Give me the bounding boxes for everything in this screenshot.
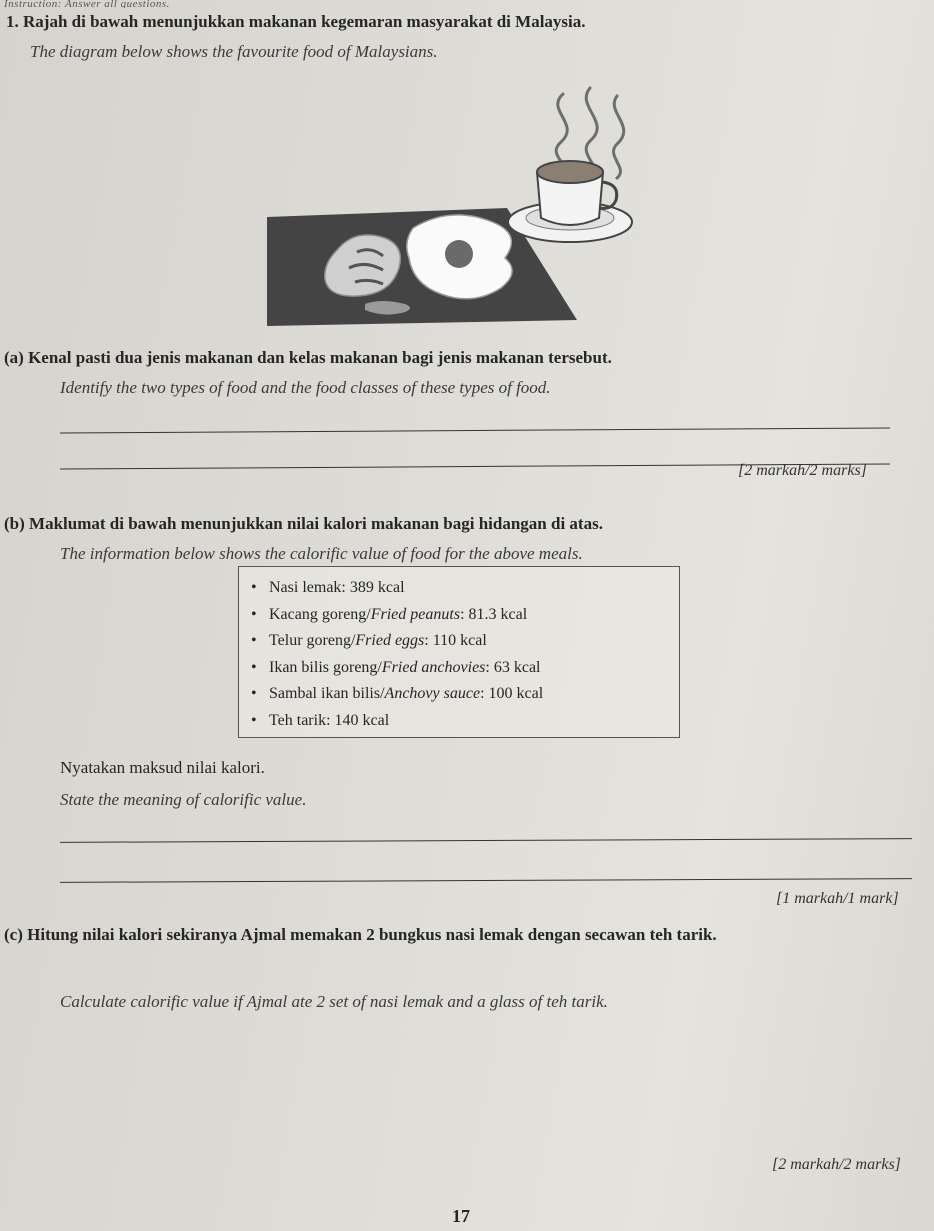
answer-line[interactable] xyxy=(60,427,890,433)
calorie-item: • Nasi lemak: 389 kcal xyxy=(269,575,679,602)
nasi-lemak-illustration xyxy=(245,82,645,332)
calorie-item: • Sambal ikan bilis/Anchovy sauce: 100 kcal xyxy=(269,681,679,708)
question-1-text-ms: 1. Rajah di bawah menunjukkan makanan kegemaran masyarakat di Malaysia. xyxy=(6,12,586,31)
calorie-item: • Ikan bilis goreng/Fried anchovies: 63 kcal xyxy=(269,655,679,682)
calorie-list xyxy=(239,567,679,734)
teh-tarik-cup-icon xyxy=(508,161,632,242)
part-a-text-ms: (a) Kenal pasti dua jenis makanan dan kelas makanan bagi jenis makanan tersebut. xyxy=(4,348,612,367)
part-c-marks: [2 markah/2 marks] xyxy=(772,1156,901,1173)
calorie-item: • Kacang goreng/Fried peanuts: 81.3 kcal xyxy=(269,602,679,629)
part-a-marks: [2 markah/2 marks] xyxy=(738,462,867,479)
part-a-text-en: Identify the two types of food and the food classes of these types of food. xyxy=(60,378,551,397)
calorie-item: • Telur goreng/Fried eggs: 110 kcal xyxy=(269,628,679,655)
header-strip: Instruction: Answer all questions. xyxy=(4,0,170,8)
part-b-state-en: State the meaning of calorific value. xyxy=(60,790,307,809)
part-b-text-ms: (b) Maklumat di bawah menunjukkan nilai kalori makanan bagi hidangan di atas. xyxy=(4,514,603,533)
part-b-marks: [1 markah/1 mark] xyxy=(776,890,899,907)
answer-line[interactable] xyxy=(60,838,912,843)
answer-line[interactable] xyxy=(60,878,912,883)
calorie-info-box xyxy=(238,566,680,738)
part-b-state-ms: Nyatakan maksud nilai kalori. xyxy=(60,758,265,777)
page-number: 17 xyxy=(452,1206,470,1226)
part-c-text-en: Calculate calorific value if Ajmal ate 2 set of nasi lemak and a glass of teh tarik. xyxy=(60,992,608,1011)
part-b-text-en: The information below shows the calorific value of food for the above meals. xyxy=(60,544,583,563)
question-1-text-en: The diagram below shows the favourite food of Malaysians. xyxy=(30,42,438,61)
calorie-item: • Teh tarik: 140 kcal xyxy=(269,708,679,735)
part-c-text-ms: (c) Hitung nilai kalori sekiranya Ajmal memakan 2 bungkus nasi lemak dengan secawan teh tarik. xyxy=(4,925,717,944)
